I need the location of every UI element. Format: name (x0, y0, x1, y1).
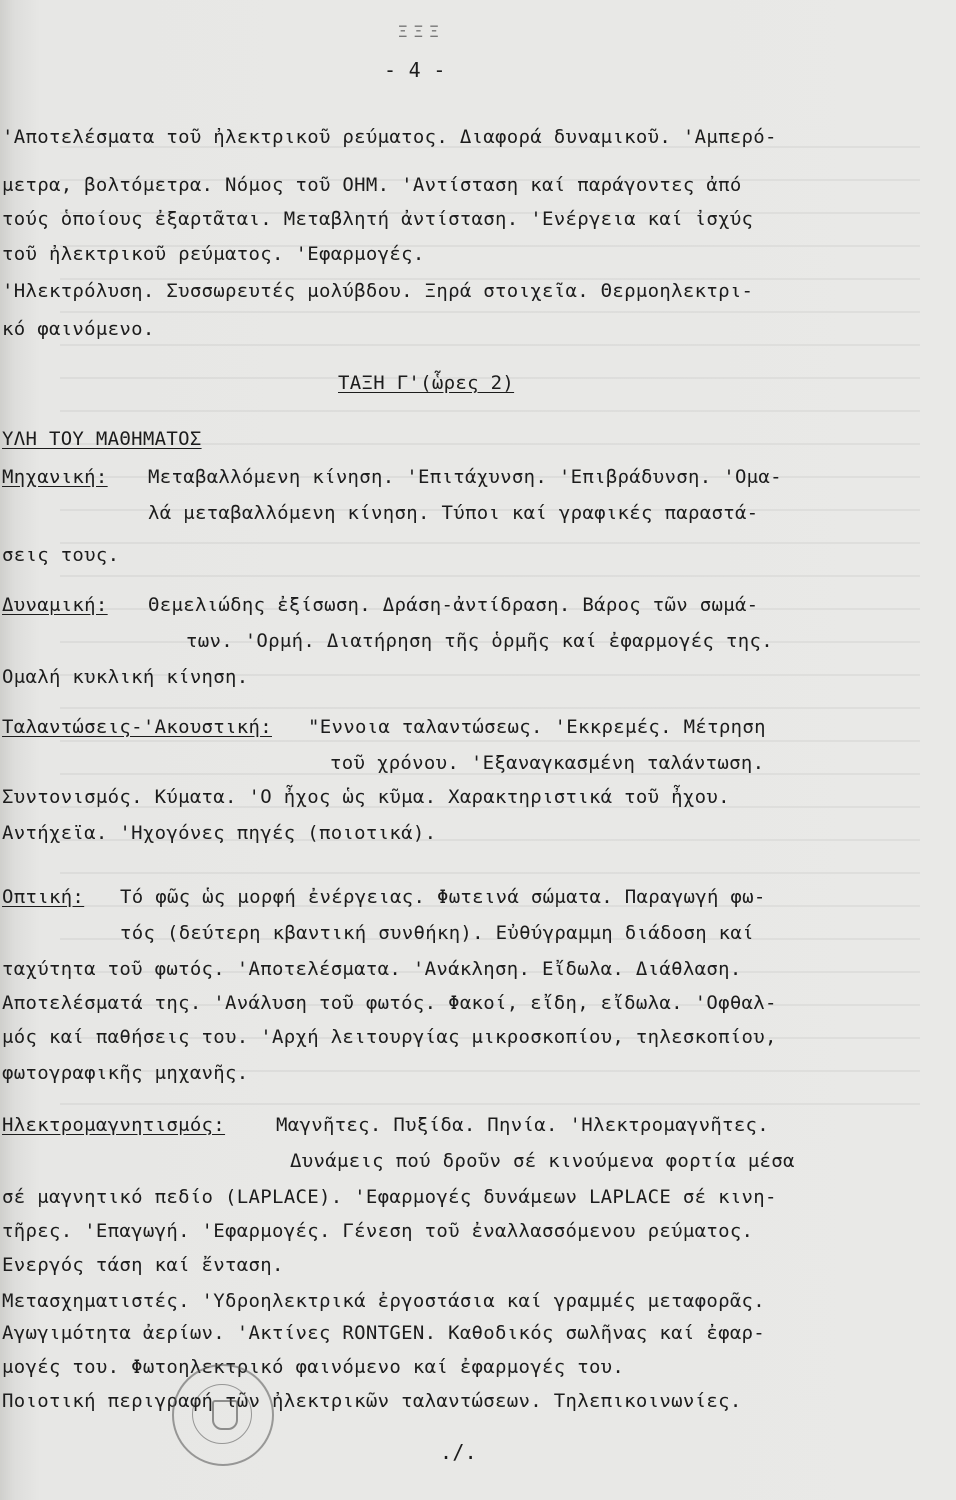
electromagnetism-line: Αγωγιμότητα ἀερίων. 'Ακτίνες RONTGEN. Καθοδικός σωλῆνας καί ἐφαρ- (2, 1322, 766, 1344)
mechanics-line: λά μεταβαλλόμενη κίνηση. Τύποι καί γραφικές παραστά- (148, 502, 759, 524)
electromagnetism-line: Ενεργός τάση καί ἔνταση. (2, 1254, 284, 1276)
electromagnetism-line: Ποιοτική περιγραφή τῶν ἠλεκτρικῶν ταλαντώσεων. Τηλεπικοινωνίες. (2, 1390, 742, 1412)
section-label-oscillations: Ταλαντώσεις-'Ακουστική: (2, 716, 272, 738)
paragraph-line: τούς ὁποίους ἐξαρτᾶται. Μεταβλητή ἀντίσταση. 'Ενέργεια καί ἰσχύς (2, 208, 754, 230)
optics-line: Τό φῶς ὡς μορφή ἐνέργειας. Φωτεινά σώματα. Παραγωγή φω- (120, 886, 766, 908)
electromagnetism-line: τῆρες. 'Επαγωγή. 'Εφαρμογές. Γένεση τοῦ ἐναλλασσόμενου ρεύματος. (2, 1220, 754, 1242)
header-mark: ΞΞΞ (398, 22, 445, 41)
section-label-optics: Οπτική: (2, 886, 85, 908)
paragraph-line: τοῦ ἠλεκτρικοῦ ρεύματος. 'Εφαρμογές. (2, 243, 425, 265)
optics-line: μός καί παθήσεις του. 'Αρχή λειτουργίας μικροσκοπίου, τηλεσκοπίου, (2, 1026, 777, 1048)
oscillations-line: τοῦ χρόνου. 'Εξαναγκασμένη ταλάντωση. (330, 752, 765, 774)
optics-line: Αποτελέσματά της. 'Ανάλυση τοῦ φωτός. Φακοί, εἴδη, εἴδωλα. 'Οφθαλ- (2, 992, 777, 1014)
section-label-dynamics: Δυναμική: (2, 594, 108, 616)
oscillations-line: "Εννοια ταλαντώσεως. 'Εκκρεμές. Μέτρηση (308, 716, 766, 738)
paragraph-line: κό φαινόμενο. (2, 318, 155, 340)
paragraph-line: μετρα, βολτόμετρα. Νόμος τοῦ ΟΗΜ. 'Αντίσταση καί παράγοντες ἀπό (2, 174, 742, 196)
paragraph-line: 'Αποτελέσματα τοῦ ἠλεκτρικοῦ ρεύματος. Διαφορά δυναμικοῦ. 'Αμπερό- (2, 126, 777, 148)
end-mark: ./. (440, 1440, 478, 1464)
official-stamp-seal (172, 1364, 274, 1466)
electromagnetism-line: μογές του. Φωτοηλεκτρικό φαινόμενο καί ἐφαρμογές του. (2, 1356, 625, 1378)
coat-of-arms-icon (212, 1400, 238, 1430)
optics-line: ταχύτητα τοῦ φωτός. 'Αποτελέσματα. 'Ανάκληση. Εἴδωλα. Διάθλαση. (2, 958, 742, 980)
dynamics-line: Θεμελιώδης ἐξίσωση. Δράση-ἀντίδραση. Βάρος τῶν σωμά- (148, 594, 759, 616)
electromagnetism-line: Μετασχηματιστές. 'Υδροηλεκτρικά ἐργοστάσια καί γραμμές μεταφορᾶς. (2, 1290, 766, 1312)
dynamics-line: Ομαλή κυκλική κίνηση. (2, 666, 249, 688)
dynamics-line: των. 'Ορμή. Διατήρηση τῆς ὁρμῆς καί ἐφαρμογές της. (186, 630, 773, 652)
electromagnetism-line: Δυνάμεις πού δροῦν σέ κινούμενα φορτία μέσα (290, 1150, 795, 1172)
oscillations-line: Αντήχεϊα. 'Ηχογόνες πηγές (ποιοτικά). (2, 822, 437, 844)
optics-line: τός (δεύτερη κβαντική συνθήκη). Εὐθύγραμμη διάδοση καί (120, 922, 754, 944)
paragraph-line: 'Ηλεκτρόλυση. Συσσωρευτές μολύβδου. Ξηρά στοιχεῖα. Θερμοηλεκτρι- (2, 280, 754, 302)
oscillations-line: Συντονισμός. Κύματα. 'Ο ἦχος ὡς κῦμα. Χαρακτηριστικά τοῦ ἦχου. (2, 786, 730, 808)
electromagnetism-line: σέ μαγνητικό πεδίο (LAPLACE). 'Εφαρμογές δυνάμεων LAPLACE σέ κινη- (2, 1186, 777, 1208)
electromagnetism-line: Μαγνῆτες. Πυξίδα. Πηνία. 'Ηλεκτρομαγνῆτες. (276, 1114, 770, 1136)
page-number: - 4 - (384, 58, 446, 82)
mechanics-line: σεις τους. (2, 544, 120, 566)
section-label-electromagnetism: Ηλεκτρομαγνητισμός: (2, 1114, 226, 1136)
class-heading: ΤΑΞΗ Γ'(ὧρες 2) (338, 372, 515, 394)
optics-line: φωτογραφικῆς μηχανῆς. (2, 1062, 249, 1084)
mechanics-line: Μεταβαλλόμενη κίνηση. 'Επιτάχυνση. 'Επιβράδυνση. 'Ομα- (148, 466, 782, 488)
subject-heading: ΥΛΗ ΤΟΥ ΜΑΘΗΜΑΤΟΣ (2, 428, 202, 450)
section-label-mechanics: Μηχανική: (2, 466, 108, 488)
